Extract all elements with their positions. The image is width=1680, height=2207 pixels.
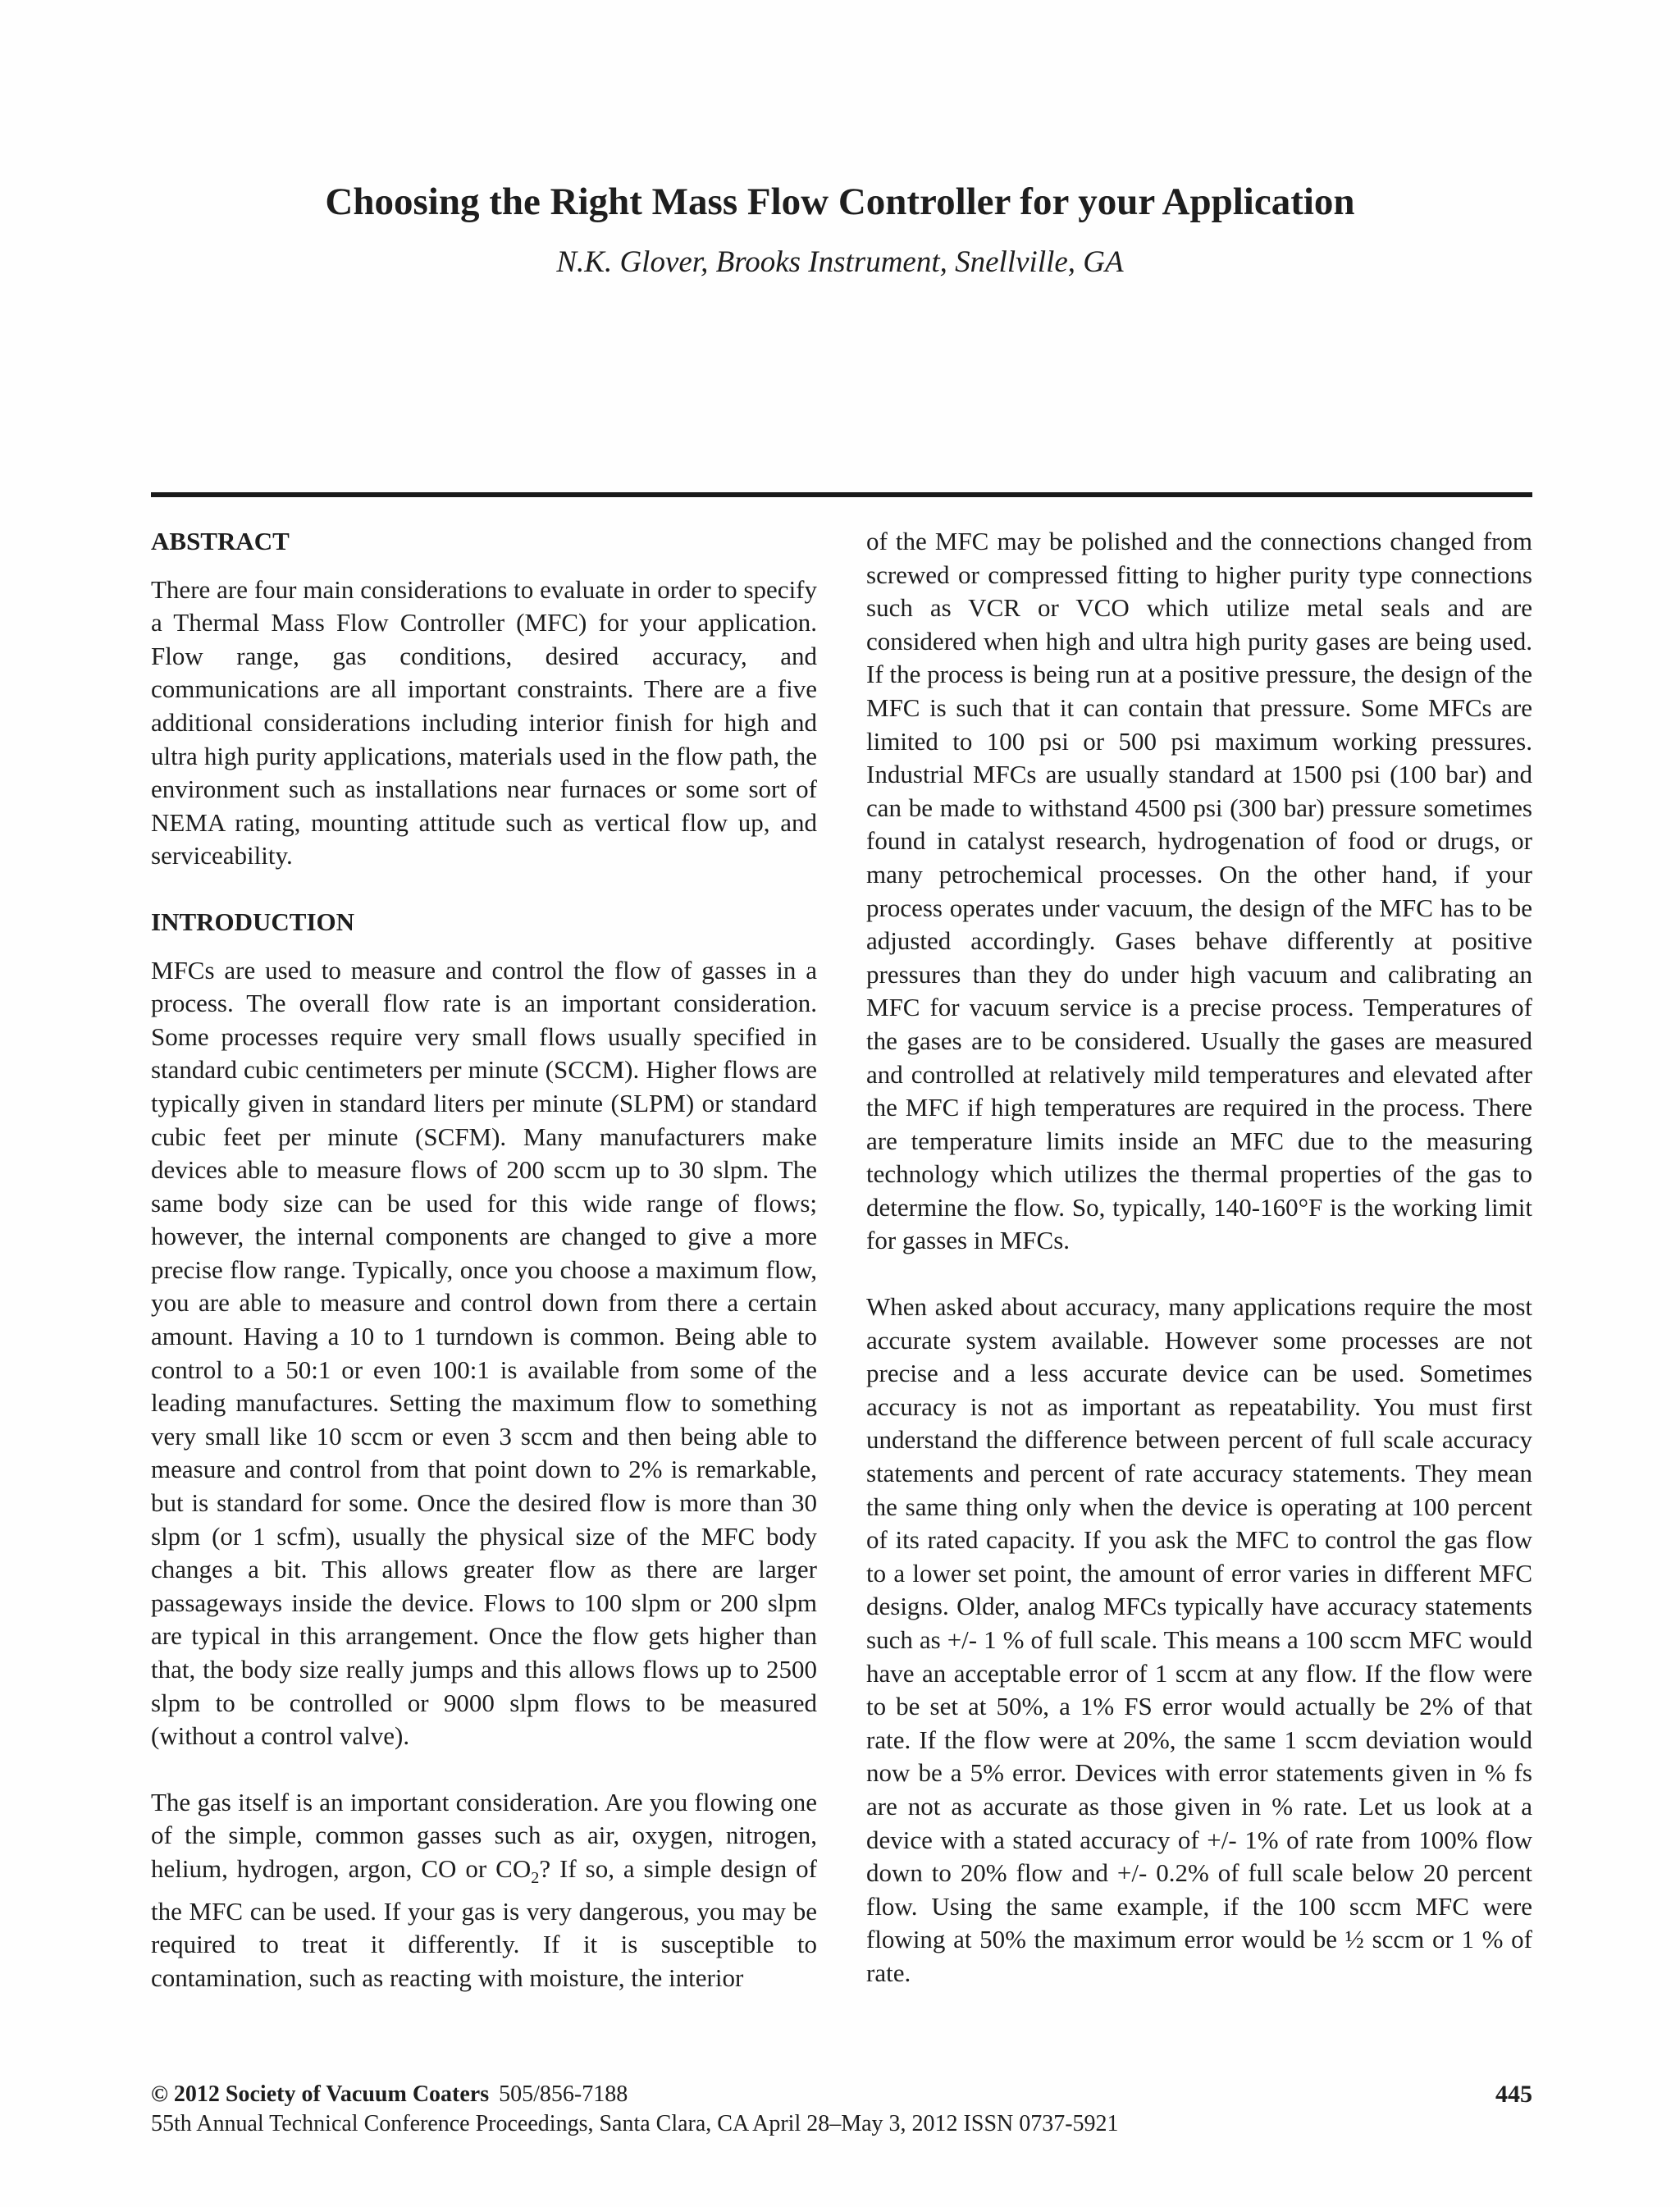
introduction-paragraph-3: of the MFC may be polished and the connections changed from screwed or compressed fitting to higher purity type connections such as VCR or VCO which utilize metal seals and are considered when high and ultra high purity gases are being used. If the process is being run at a positive pressure, the design of the MFC is such that it can contain that pressure. Some MFCs are limited to 100 psi or 500 psi maximum working pressures. Industrial MFCs are usually standard at 1500 psi (100 bar) and can be made to withstand 4500 psi (300 bar) pressure sometimes found in catalyst research, hydrogenation of food or drugs, or many petrochemical processes. On the other hand, if your process operates under vacuum, the design of the MFC has to be adjusted accordingly. Gases behave differently at positive pressures than they do under high vacuum and calibrating an MFC for vacuum service is a precise process. Temperatures of the gases are to be considered. Usually the gases are measured and controlled at relatively mild temperatures and elevated after the MFC if high temperatures are required in the process. There are temperature limits inside an MFC due to the measuring technology which utilizes the thermal properties of the gas to determine the flow. So, typically, 140-160°F is the working limit for gasses in MFCs. <box>866 527 1532 1255</box>
introduction-paragraph-1: MFCs are used to measure and control the flow of gasses in a process. The overall flow rate is an important consideration. Some processes require very small flows usually specified in standard cubic centimeters per minute (SCCM). Higher flows are typically given in standard liters per minute (SLPM) or standard cubic feet per minute (SCFM). Many manufacturers make devices able to measure flows of 200 sccm up to 30 slpm. The same body size can be used for this wide range of flows; however, the internal components are changed to give a more precise flow range. Typically, once you choose a maximum flow, you are able to measure and control down from there a certain amount. Having a 10 to 1 turndown is common. Being able to control to a 50:1 or even 100:1 is available from some of the leading manufactures. Setting the maximum flow to something very small like 10 sccm or even 3 sccm and then being able to measure and control from that point down to 2% is remarkable, but is standard for some. Once the desired flow is more than 30 slpm (or 1 scfm), usually the physical size of the MFC body changes a bit. This allows greater flow as there are larger passageways inside the device. Flows to 100 slpm or 200 slpm are typical in this arrangement. Once the flow gets higher than that, the body size really jumps and this allows flows up to 2500 slpm to be controlled or 9000 slpm flows to be measured (without a control valve). <box>151 955 817 1751</box>
introduction-paragraph-2 <box>151 1786 817 1995</box>
footer-conference: 55th Annual Technical Conference Proceedings, Santa Clara, CA April 28–May 3, 2012 ISSN 0737-5921 <box>151 2111 1119 2136</box>
header-divider <box>151 492 1532 497</box>
paragraph-2-text-b: ? If so, a simple design of the MFC can be used. If your gas is very dangerous, you may be required to treat it differently. If it is susceptible to contamination, such as reacting with moisture, the interior <box>151 1853 817 1992</box>
footer-phone: 505/856-7188 <box>499 2081 628 2107</box>
right-column <box>866 525 1532 1990</box>
abstract-text: There are four main considerations to evaluate in order to specify a Thermal Mass Flow Controller (MFC) for your application. Flow range, gas conditions, desired accuracy, and communications are all important constraints. There are a five additional considerations including interior finish for high and ultra high purity applications, materials used in the flow path, the environment such as installations near furnaces or some sort of NEMA rating, mounting attitude such as vertical flow up, and serviceability. <box>151 574 817 870</box>
paragraph-2-text-a: The gas itself is an important consideration. Are you flowing one of the simple, common gasses such as air, oxygen, nitrogen, helium, hydrogen, argon, CO or CO <box>151 1787 817 1883</box>
abstract-heading: ABSTRACT <box>151 527 290 555</box>
footer-line-1 <box>151 2080 1532 2109</box>
footer-copyright-block <box>151 2080 628 2109</box>
paragraph-2-subscript: 2 <box>531 1869 540 1888</box>
introduction-paragraph-4: When asked about accuracy, many applications require the most accurate system available. However some processes are not precise and a less accurate device can be used. Sometimes accuracy is not as important as repeatability. You must first understand the difference between percent of full scale accuracy statements and percent of rate accuracy statements. They mean the same thing only when the device is operating at 100 percent of its rated capacity. If you ask the MFC to control the gas flow to a lower set point, the amount of error varies in different MFC designs. Older, analog MFCs typically have accuracy statements such as +/- 1 % of full scale. This means a 100 sccm MFC would have an acceptable error of 1 sccm at any flow. If the flow were to be set at 50%, a 1% FS error would actually be 2% of that rate. If the flow were at 20%, the same 1 sccm deviation would now be a 5% error. Devices with error statements given in % fs are not as accurate as those given in % rate. Let us look at a device with a stated accuracy of +/- 1% of rate from 100% flow down to 20% flow and +/- 0.2% of full scale below 20 percent flow. Using the same example, if the 100 sccm MFC were flowing at 50% the maximum error would be ½ sccm or 1 % of rate. <box>866 1292 1532 1987</box>
page-number: 445 <box>1495 2081 1532 2108</box>
page-footer <box>151 2080 1532 2139</box>
left-column <box>151 525 817 1995</box>
paper-title: Choosing the Right Mass Flow Controller for your Application <box>325 180 1355 223</box>
introduction-heading: INTRODUCTION <box>151 907 355 936</box>
paper-authors: N.K. Glover, Brooks Instrument, Snellville, GA <box>556 245 1124 279</box>
footer-copyright: © 2012 Society of Vacuum Coaters <box>151 2081 490 2107</box>
